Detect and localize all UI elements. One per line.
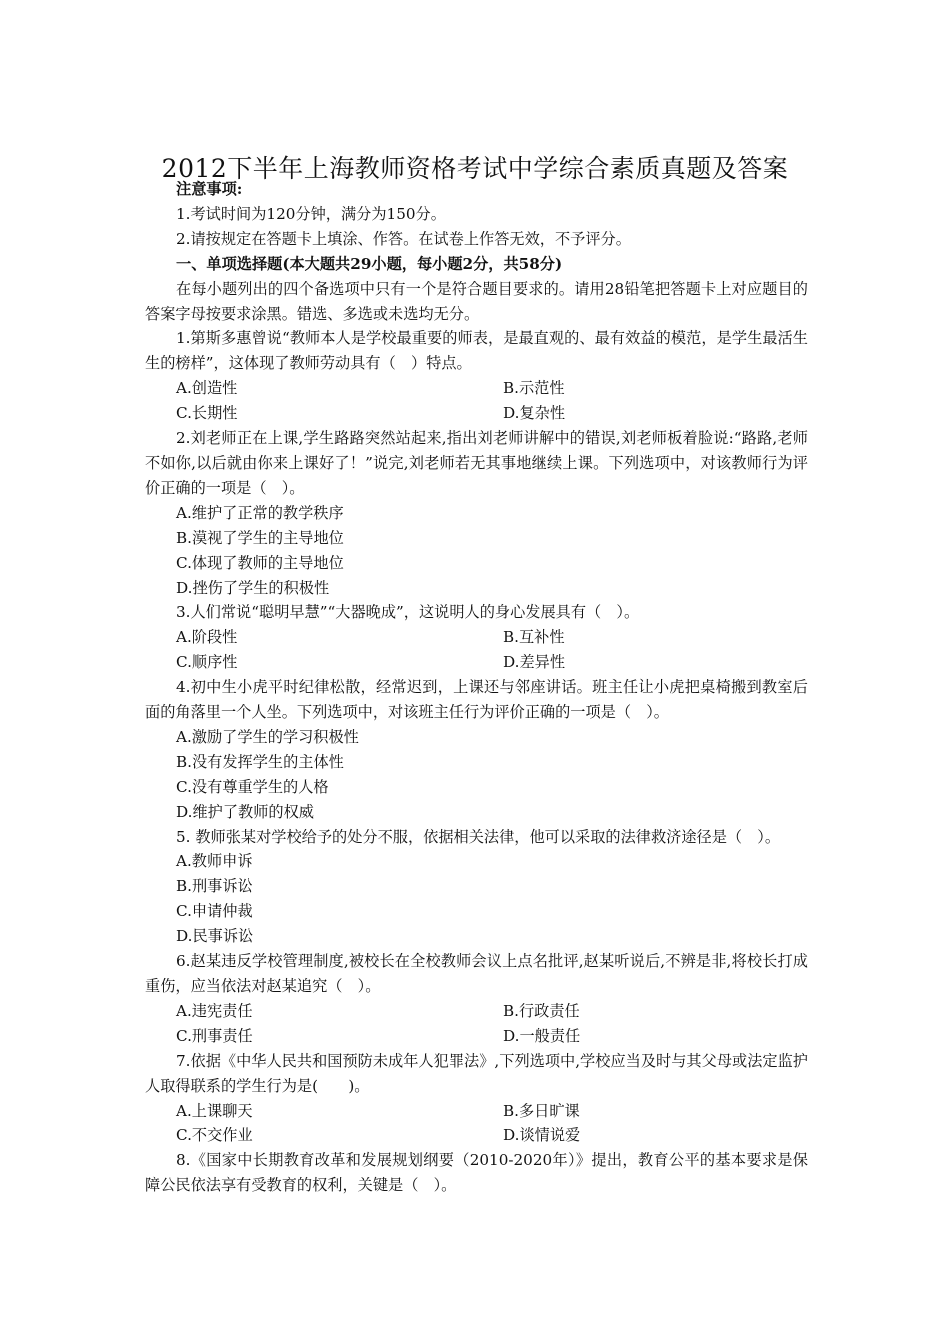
- option-b: B.没有发挥学生的主体性: [176, 752, 344, 771]
- option-row: [145, 401, 808, 426]
- section-instruction: 在每小题列出的四个备选项中只有一个是符合题目要求的。请用28铅笔把答题卡上对应题目的答案字母按要求涂黑。错选、多选或未选均无分。: [145, 279, 808, 323]
- option-row: [145, 376, 808, 401]
- option-d: D.复杂性: [503, 404, 566, 423]
- option-c: C.体现了教师的主导地位: [176, 553, 344, 572]
- option-c: C.申请仲裁: [176, 902, 253, 921]
- option-d: D.差异性: [503, 653, 566, 672]
- option-c: C.顺序性: [176, 653, 238, 672]
- option-row: [145, 650, 808, 675]
- question-stem: 2.刘老师正在上课,学生路路突然站起来,指出刘老师讲解中的错误,刘老师板着脸说:“路路,老师不如你,以后就由你来上课好了！”说完,刘老师若无其事地继续上课。下列选项中，对该教师行为评价正确的一项是（ ）。: [145, 429, 808, 497]
- option-b: B.行政责任: [503, 1001, 580, 1020]
- question-stem: 1.第斯多惠曾说“教师本人是学校最重要的师表，是最直观的、最有效益的模范，是学生最活生生的榜样”，这体现了教师劳动具有（ ）特点。: [145, 329, 808, 373]
- option-row: [145, 1099, 808, 1124]
- option-b: B.互补性: [503, 628, 565, 647]
- question-stem: 8.《国家中长期教育改革和发展规划纲要（2010-2020年）》提出，教育公平的基本要求是保障公民依法享有受教育的权利，关键是（ ）。: [145, 1151, 808, 1195]
- option-a: A.创造性: [176, 379, 238, 398]
- option-d: D.一般责任: [503, 1026, 581, 1045]
- option-b: B.多日旷课: [503, 1101, 580, 1120]
- option-row: [145, 999, 808, 1024]
- option-d: D.民事诉讼: [176, 927, 254, 946]
- document-body: [145, 177, 808, 1198]
- option-row: [145, 1024, 808, 1049]
- question-stem: 3.人们常说“聪明早慧”“大器晚成”，这说明人的身心发展具有（ ）。: [176, 603, 640, 622]
- option-c: C.长期性: [176, 404, 238, 423]
- option-row: [145, 1123, 808, 1148]
- question-stem: 4.初中生小虎平时纪律松散，经常迟到，上课还与邻座讲话。班主任让小虎把桌椅搬到教室后面的角落里一个人坐。下列选项中，对该班主任行为评价正确的一项是（ ）。: [145, 678, 808, 722]
- option-row: [145, 625, 808, 650]
- option-d: D.挫伤了学生的积极性: [176, 578, 330, 597]
- notice-heading: 注意事项:: [176, 180, 243, 198]
- option-b: B.漠视了学生的主导地位: [176, 528, 344, 547]
- option-c: C.刑事责任: [176, 1026, 253, 1045]
- option-a: A.维护了正常的教学秩序: [176, 503, 344, 522]
- option-a: A.违宪责任: [176, 1001, 253, 1020]
- option-d: D.维护了教师的权威: [176, 802, 314, 821]
- question-stem: 7.依据《中华人民共和国预防未成年人犯罪法》,下列选项中,学校应当及时与其父母或法定监护人取得联系的学生行为是( )。: [145, 1051, 808, 1095]
- option-c: C.不交作业: [176, 1126, 253, 1145]
- section-heading: 一、单项选择题(本大题共29小题，每小题2分，共58分): [176, 254, 563, 273]
- question-stem: 6.赵某违反学校管理制度,被校长在全校教师会议上点名批评,赵某听说后,不辨是非,将校长打成重伤，应当依法对赵某追究（ ）。: [145, 952, 808, 995]
- question-stem: 5. 教师张某对学校给予的处分不服，依据相关法律，他可以采取的法律救济途径是（ ）。: [176, 827, 781, 846]
- option-c: C.没有尊重学生的人格: [176, 777, 329, 796]
- notice-item: 2.请按规定在答题卡上填涂、作答。在试卷上作答无效，不予评分。: [176, 229, 631, 248]
- option-b: B.刑事诉讼: [176, 877, 253, 896]
- option-a: A.激励了学生的学习积极性: [176, 727, 359, 746]
- document-title: 2012下半年上海教师资格考试中学综合素质真题及答案: [161, 153, 789, 183]
- option-a: A.上课聊天: [176, 1101, 253, 1120]
- option-d: D.谈情说爱: [503, 1126, 581, 1145]
- notice-item: 1.考试时间为120分钟，满分为150分。: [176, 204, 446, 223]
- option-a: A.阶段性: [176, 628, 238, 647]
- option-b: B.示范性: [503, 379, 565, 398]
- option-a: A.教师申诉: [176, 852, 253, 871]
